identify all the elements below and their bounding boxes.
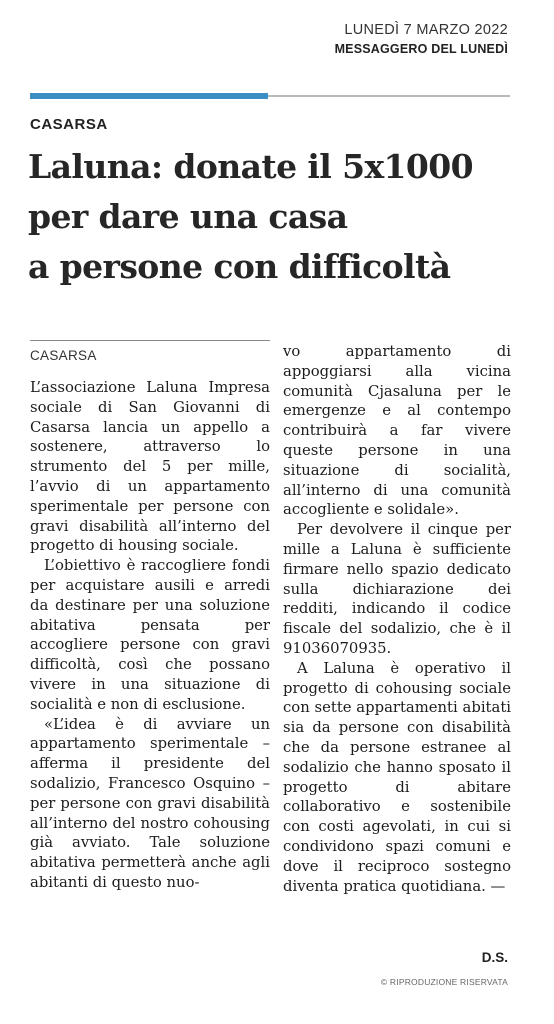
paragraph: A Laluna è operativo il progetto di cohousing sociale con sette appartamenti abitati sia da persone con disabilità che da persone estranee al sodalizio che hanno sposato il progetto di abitare collaborativo e sostenibile con costi agevolati, in cui si condividono spazi comuni e dove il reciproco sostegno diventa pratica quotidiana. — — [283, 659, 511, 895]
newspaper-name: MESSAGGERO DEL LUNEDÌ — [334, 42, 508, 56]
paragraph: Per devolvere il cinque per mille a Laluna è sufficiente firmare nello spazio dedicato sulla dichiarazione dei redditi, indicando il codice fiscale del sodalizio, che è il 91036070935. — [283, 521, 511, 657]
section-label: CASARSA — [30, 116, 108, 133]
accent-rule — [30, 93, 268, 99]
paragraph: L’associazione Laluna Impresa sociale di San Giovanni di Casarsa lancia un appello a sostenere, attraverso lo strumento del 5 per mille, l’avvio di un appartamento sperimentale per persone con gravi disabilità all’interno del progetto di housing sociale. — [30, 379, 270, 555]
paragraph: L’obiettivo è raccogliere fondi per acquistare ausili e arredi da destinare per una soluzione abitativa pensata per accogliere persone con gravi difficoltà, così che possano vivere in una situazione di socialità e non di esclusione. — [30, 557, 270, 713]
copyright-notice: © RIPRODUZIONE RISERVATA — [380, 977, 508, 987]
publication-date: LUNEDÌ 7 MARZO 2022 — [344, 22, 508, 38]
divider-rule — [268, 95, 510, 97]
dateline-kicker: CASARSA — [30, 348, 97, 363]
author-signature: D.S. — [481, 950, 508, 965]
article-column-2 — [283, 342, 511, 896]
paragraph: vo appartamento di appoggiarsi alla vicina comunità Cjasaluna per le emergenze e al contempo contribuirà a far vivere queste persone in una situazione di socialità, all’interno di una comunità accogliente e solidale». — [283, 343, 511, 519]
article-headline: Laluna: donate il 5x1000 per dare una casa a persone con difficoltà — [28, 147, 473, 286]
masthead — [335, 22, 508, 56]
paragraph: «L’idea è di avviare un appartamento sperimentale – afferma il presidente del sodalizio, Francesco Osquino – per persone con gravi disabilità all’interno del nostro cohousing già avviato. Tale soluzione abitativa permetterà anche agli abitanti di questo nuo- — [30, 715, 270, 891]
kicker-rule — [30, 340, 270, 341]
article-column-1 — [30, 378, 270, 893]
